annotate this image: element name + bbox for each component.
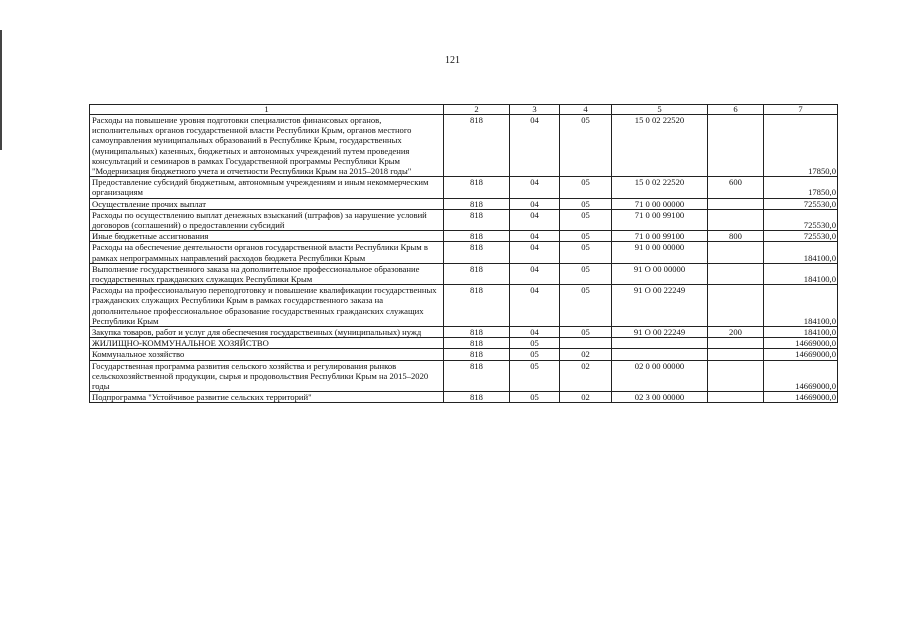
row-name: Расходы на профессиональную переподготовку и повышение квалификации государственных гражданских служащих Республики Крым в рамках государственного заказа на дополнительное профессиональное образование государственных гражданских служащих Республики Крым (90, 285, 444, 327)
table-row (90, 338, 838, 349)
table-row (90, 392, 838, 403)
expense-type-code (708, 115, 764, 177)
row-name: Закупка товаров, работ и услуг для обеспечения государственных (муниципальных) нужд (90, 327, 444, 338)
expense-type-code (708, 360, 764, 392)
subsection-code: 05 (560, 177, 612, 198)
section-code: 04 (510, 263, 560, 284)
subsection-code (560, 338, 612, 349)
table-row (90, 198, 838, 209)
table-row (90, 263, 838, 284)
target-article-code: 15 0 02 22520 (612, 177, 708, 198)
budget-table (89, 104, 838, 403)
section-code: 04 (510, 285, 560, 327)
target-article-code: 91 0 00 00000 (612, 242, 708, 263)
expense-type-code (708, 242, 764, 263)
target-article-code: 71 0 00 99100 (612, 209, 708, 230)
table-row (90, 360, 838, 392)
page-number: 121 (445, 55, 460, 66)
amount: 725530,0 (764, 231, 838, 242)
table-row (90, 349, 838, 360)
amount: 725530,0 (764, 198, 838, 209)
target-article-code: 71 0 00 99100 (612, 231, 708, 242)
row-name: Государственная программа развития сельского хозяйства и регулирования рынков сельскохозяйственной продукции, сырья и продовольствия Республики Крым на 2015–2020 годы (90, 360, 444, 392)
expense-type-code (708, 338, 764, 349)
target-article-code: 91 О 00 22249 (612, 285, 708, 327)
row-name: ЖИЛИЩНО-КОММУНАЛЬНОЕ ХОЗЯЙСТВО (90, 338, 444, 349)
row-name: Осуществление прочих выплат (90, 198, 444, 209)
row-name: Подпрограмма "Устойчивое развитие сельских территорий" (90, 392, 444, 403)
ministry-code: 818 (444, 177, 510, 198)
header-cell: 1 (90, 105, 444, 115)
table-row (90, 209, 838, 230)
table-header-row (90, 105, 838, 115)
scan-edge-mark (0, 30, 2, 150)
section-code: 04 (510, 198, 560, 209)
target-article-code: 02 0 00 00000 (612, 360, 708, 392)
section-code: 05 (510, 338, 560, 349)
subsection-code: 02 (560, 392, 612, 403)
row-name: Коммунальное хозяйство (90, 349, 444, 360)
subsection-code: 05 (560, 209, 612, 230)
ministry-code: 818 (444, 198, 510, 209)
row-name: Расходы по осуществлению выплат денежных взысканий (штрафов) за нарушение условий договоров (соглашений) о предоставлении субсидий (90, 209, 444, 230)
target-article-code: 02 3 00 00000 (612, 392, 708, 403)
section-code: 04 (510, 177, 560, 198)
ministry-code: 818 (444, 338, 510, 349)
subsection-code: 05 (560, 327, 612, 338)
amount: 725530,0 (764, 209, 838, 230)
row-name: Расходы на обеспечение деятельности органов государственной власти Республики Крым в рамках непрограммных направлений расходов бюджета Республики Крым (90, 242, 444, 263)
expense-type-code: 200 (708, 327, 764, 338)
expense-type-code (708, 263, 764, 284)
table-row (90, 327, 838, 338)
header-cell: 4 (560, 105, 612, 115)
target-article-code (612, 349, 708, 360)
table-row (90, 231, 838, 242)
section-code: 04 (510, 231, 560, 242)
expense-type-code (708, 349, 764, 360)
row-name: Предоставление субсидий бюджетным, автономным учреждениям и иным некоммерческим организациям (90, 177, 444, 198)
subsection-code: 05 (560, 231, 612, 242)
table-row (90, 177, 838, 198)
amount: 14669000,0 (764, 338, 838, 349)
amount: 184100,0 (764, 263, 838, 284)
header-cell: 3 (510, 105, 560, 115)
ministry-code: 818 (444, 209, 510, 230)
table-row (90, 115, 838, 177)
expense-type-code (708, 198, 764, 209)
amount: 184100,0 (764, 327, 838, 338)
ministry-code: 818 (444, 285, 510, 327)
target-article-code: 15 0 02 22520 (612, 115, 708, 177)
ministry-code: 818 (444, 263, 510, 284)
expense-type-code: 800 (708, 231, 764, 242)
expense-type-code (708, 209, 764, 230)
target-article-code: 71 0 00 00000 (612, 198, 708, 209)
section-code: 05 (510, 349, 560, 360)
subsection-code: 05 (560, 198, 612, 209)
ministry-code: 818 (444, 327, 510, 338)
amount: 17850,0 (764, 177, 838, 198)
amount: 14669000,0 (764, 392, 838, 403)
table-row (90, 285, 838, 327)
subsection-code: 02 (560, 349, 612, 360)
amount: 17850,0 (764, 115, 838, 177)
header-cell: 5 (612, 105, 708, 115)
subsection-code: 05 (560, 115, 612, 177)
table-row (90, 242, 838, 263)
target-article-code: 91 О 00 22249 (612, 327, 708, 338)
section-code: 05 (510, 360, 560, 392)
subsection-code: 05 (560, 285, 612, 327)
subsection-code: 02 (560, 360, 612, 392)
expense-type-code: 600 (708, 177, 764, 198)
target-article-code: 91 О 00 00000 (612, 263, 708, 284)
ministry-code: 818 (444, 242, 510, 263)
subsection-code: 05 (560, 263, 612, 284)
expense-type-code (708, 392, 764, 403)
subsection-code: 05 (560, 242, 612, 263)
expense-type-code (708, 285, 764, 327)
ministry-code: 818 (444, 349, 510, 360)
section-code: 05 (510, 392, 560, 403)
ministry-code: 818 (444, 115, 510, 177)
row-name: Расходы на повышение уровня подготовки специалистов финансовых органов, исполнительных органов государственной власти Республики Крым, органов местного самоуправления муниципальных образований в Республике Крым, государственных (муниципальных) казенных, бюджетных и автономных учреждений путем проведения консультаций и семинаров в рамках Государственной программы Республики Крым "Модернизация бюджетного учета и отчетности Республики Крым на 2015–2018 годы" (90, 115, 444, 177)
header-cell: 2 (444, 105, 510, 115)
row-name: Выполнение государственного заказа на дополнительное профессиональное образование государственных гражданских служащих Республики Крым (90, 263, 444, 284)
ministry-code: 818 (444, 360, 510, 392)
ministry-code: 818 (444, 231, 510, 242)
section-code: 04 (510, 209, 560, 230)
header-cell: 6 (708, 105, 764, 115)
amount: 184100,0 (764, 242, 838, 263)
amount: 14669000,0 (764, 360, 838, 392)
ministry-code: 818 (444, 392, 510, 403)
row-name: Иные бюджетные ассигнования (90, 231, 444, 242)
target-article-code (612, 338, 708, 349)
section-code: 04 (510, 115, 560, 177)
amount: 14669000,0 (764, 349, 838, 360)
section-code: 04 (510, 327, 560, 338)
section-code: 04 (510, 242, 560, 263)
header-cell: 7 (764, 105, 838, 115)
amount: 184100,0 (764, 285, 838, 327)
